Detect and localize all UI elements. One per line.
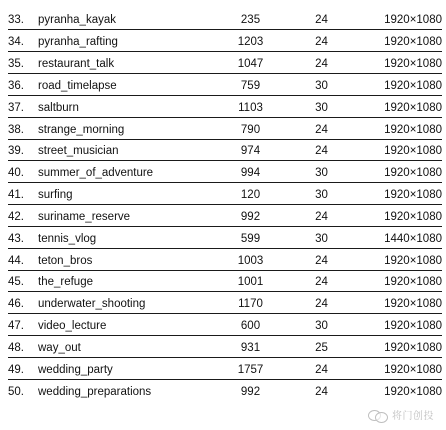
table-row — [8, 226, 442, 248]
resolution: 1920×1080 — [384, 79, 442, 92]
frame-rate: 24 — [315, 123, 328, 136]
sequence-name: video_lecture — [38, 320, 107, 333]
table-row — [8, 117, 442, 139]
frame-rate: 30 — [315, 79, 328, 92]
frame-count: 1203 — [237, 36, 264, 49]
frame-rate: 24 — [315, 386, 328, 399]
wechat-icon — [368, 408, 388, 422]
table-row — [8, 379, 442, 401]
table-row — [8, 8, 442, 30]
frame-rate: 24 — [315, 210, 328, 223]
row-index: 34. — [8, 36, 24, 49]
resolution: 1920×1080 — [384, 123, 442, 136]
row-index: 50. — [8, 386, 24, 399]
frame-rate: 24 — [315, 58, 328, 71]
sequence-name: surfing — [38, 189, 73, 202]
sequence-name: the_refuge — [38, 276, 93, 289]
row-index: 39. — [8, 145, 24, 158]
row-index: 44. — [8, 254, 24, 267]
frame-count: 1757 — [237, 363, 264, 376]
sequence-name: wedding_preparations — [38, 386, 152, 399]
watermark-text: 将门创投 — [392, 411, 434, 422]
sequence-name: road_timelapse — [38, 79, 117, 92]
frame-count: 1003 — [237, 254, 264, 267]
resolution: 1920×1080 — [384, 342, 442, 354]
resolution: 1920×1080 — [384, 386, 442, 399]
table-row — [8, 74, 442, 96]
table-row — [8, 95, 442, 117]
row-index: 40. — [8, 167, 24, 180]
sequence-name: pyranha_rafting — [38, 36, 118, 49]
frame-count: 1103 — [238, 101, 263, 114]
table-row — [8, 30, 442, 52]
table-row — [8, 336, 442, 358]
row-index: 41. — [8, 189, 24, 202]
sequence-name: underwater_shooting — [38, 298, 146, 311]
frame-rate: 24 — [315, 276, 328, 289]
sequence-name: restaurant_talk — [38, 58, 115, 71]
frame-rate: 30 — [315, 101, 328, 114]
row-index: 48. — [8, 342, 24, 354]
frame-count: 1170 — [238, 298, 263, 311]
frame-count: 790 — [240, 123, 261, 136]
table-row — [8, 270, 442, 292]
row-index: 45. — [8, 276, 24, 289]
resolution: 1920×1080 — [384, 210, 442, 223]
frame-rate: 30 — [315, 232, 328, 245]
row-index: 47. — [8, 320, 24, 333]
sequence-name: street_musician — [38, 145, 119, 158]
video-dataset-table — [8, 8, 442, 401]
frame-count: 759 — [240, 79, 261, 92]
sequence-name: way_out — [38, 342, 81, 354]
resolution: 1920×1080 — [384, 189, 442, 202]
sequence-name: suriname_reserve — [38, 210, 131, 223]
table-row — [8, 248, 442, 270]
table-row — [8, 52, 442, 74]
row-index: 35. — [8, 58, 24, 71]
frame-rate: 24 — [315, 298, 328, 311]
frame-count: 992 — [240, 386, 261, 399]
row-index: 42. — [8, 210, 24, 223]
table-row — [8, 358, 442, 380]
resolution: 1920×1080 — [384, 101, 442, 114]
frame-count: 992 — [240, 210, 261, 223]
resolution: 1920×1080 — [384, 298, 442, 311]
sequence-name: teton_bros — [38, 254, 93, 267]
resolution: 1920×1080 — [384, 58, 442, 71]
frame-rate: 30 — [315, 320, 328, 333]
frame-count: 599 — [240, 232, 261, 245]
frame-rate: 30 — [315, 189, 328, 202]
frame-count: 1047 — [237, 58, 264, 71]
frame-count: 600 — [240, 320, 261, 333]
table-row — [8, 139, 442, 161]
resolution: 1920×1080 — [384, 320, 442, 333]
resolution: 1920×1080 — [384, 14, 442, 27]
table-row — [8, 183, 442, 205]
frame-count: 1001 — [237, 276, 264, 289]
resolution: 1920×1080 — [384, 167, 442, 180]
row-index: 38. — [8, 123, 24, 136]
table-row — [8, 314, 442, 336]
frame-count: 974 — [240, 145, 261, 158]
resolution: 1920×1080 — [384, 276, 442, 289]
frame-rate: 24 — [315, 254, 328, 267]
frame-rate: 24 — [315, 36, 328, 49]
resolution: 1920×1080 — [384, 36, 442, 49]
frame-rate: 24 — [315, 363, 328, 376]
frame-count: 120 — [240, 189, 261, 202]
sequence-name: wedding_party — [38, 363, 113, 376]
row-index: 43. — [8, 232, 24, 245]
sequence-name: strange_morning — [38, 123, 125, 136]
table-body — [8, 8, 442, 401]
frame-count: 235 — [240, 14, 261, 27]
sequence-name: pyranha_kayak — [38, 14, 116, 27]
row-index: 33. — [8, 14, 24, 27]
frame-rate: 24 — [315, 145, 328, 158]
resolution: 1920×1080 — [384, 363, 442, 376]
resolution: 1920×1080 — [384, 254, 442, 267]
row-index: 49. — [8, 363, 24, 376]
row-index: 46. — [8, 298, 24, 311]
table-row — [8, 161, 442, 183]
watermark — [368, 407, 434, 422]
sequence-name: summer_of_adventure — [38, 167, 154, 180]
resolution: 1440×1080 — [384, 232, 442, 245]
sequence-name: saltburn — [38, 101, 79, 114]
frame-rate: 24 — [315, 14, 328, 27]
table-row — [8, 292, 442, 314]
sequence-name: tennis_vlog — [38, 232, 97, 245]
row-index: 37. — [8, 101, 24, 114]
resolution: 1920×1080 — [384, 145, 442, 158]
row-index: 36. — [8, 79, 24, 92]
table-row — [8, 205, 442, 227]
frame-count: 931 — [240, 342, 261, 354]
frame-rate: 25 — [315, 342, 328, 354]
frame-count: 994 — [240, 167, 261, 180]
frame-rate: 30 — [315, 167, 328, 180]
